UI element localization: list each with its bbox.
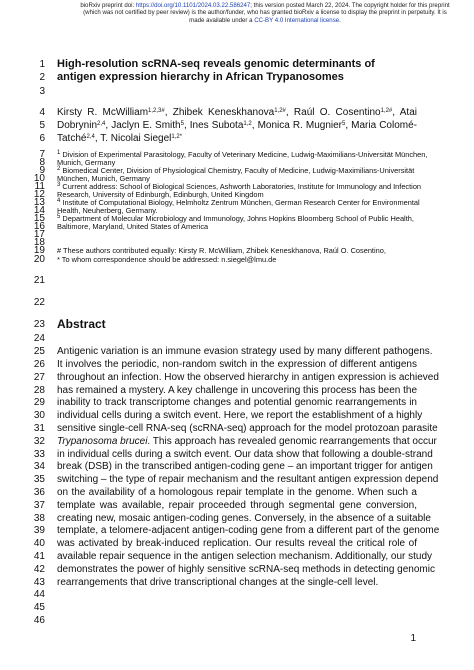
abstract-line: Antigenic variation is an immune evasion strategy used by many different pathogens. <box>57 346 433 357</box>
author-name: Zhibek Keneskhanova <box>172 107 275 118</box>
abstract-line: sensitive single-cell RNA-seq (scRNA-seq) approach for the model protozoan parasite <box>57 423 438 434</box>
author-name: Tatché <box>57 133 87 144</box>
header-line-3: made available under a CC-BY 4.0 International license. <box>189 16 341 24</box>
line-number: 16 <box>33 221 45 232</box>
affiliation-1-cont: Munich, Germany <box>57 158 116 167</box>
line-number: 7 <box>39 149 45 160</box>
author-name: Maria Colomé- <box>351 120 417 131</box>
line-number: 25 <box>33 346 45 357</box>
author-affil: 5 <box>180 121 184 127</box>
abstract-line: has remained a mystery. A key challenge in uncovering this process has been the <box>57 385 418 396</box>
line-number: 34 <box>33 461 45 472</box>
author-affil: 1,2,3# <box>148 108 165 114</box>
author-affil: 5 <box>342 121 346 127</box>
affiliation-4: $^4$ Institute of Computational Biology, Helmholtz Zentrum München, German Research Center for Environmental <box>57 198 420 207</box>
author-name: Raúl O. Cosentino <box>293 107 381 118</box>
author-affil: 1,2 <box>243 121 252 127</box>
author-affil: 2,4 <box>86 134 95 140</box>
affiliation-3-cont: Research, University of Edinburgh, Edinburgh, United Kingdom <box>57 190 264 199</box>
abstract-line: template was available, repair proceeded through segmental gene conversion, <box>57 500 417 511</box>
abstract-line: It involves the periodic, non-random switch in the expression of different antigens <box>57 359 417 370</box>
author-name: Monica R. Mugnier <box>257 120 342 131</box>
affiliation-5: $^5$ Department of Molecular Microbiology and Immunology, Johns Hopkins Bloomberg School of Public Health, <box>57 214 414 223</box>
line-number: 39 <box>33 525 45 536</box>
abstract-line: was activated by break-induced replication. Our results reveal the critical role of <box>57 538 417 549</box>
line-number: 42 <box>33 564 45 575</box>
doi-link[interactable]: https://doi.org/10.1101/2024.03.22.586247 <box>135 2 251 9</box>
paper-title-line-1: High-resolution scRNA-seq reveals genomic determinants of <box>57 58 375 70</box>
abstract-line: demonstrates the power of highly sensitive scRNA-seq methods in detecting genomic <box>57 564 435 575</box>
line-number: 3 <box>39 86 45 97</box>
correspondence-note: * To whom correspondence should be addressed: n.siegel@lmu.de <box>57 255 277 264</box>
line-number: 15 <box>33 213 45 224</box>
line-number: 45 <box>33 602 45 613</box>
line-number: 43 <box>33 577 45 588</box>
author-name: Atai <box>399 107 417 118</box>
affiliation-5-cont: Baltimore, Maryland, United States of America <box>57 222 209 231</box>
line-number: 41 <box>33 551 45 562</box>
author-affil: 1,2# <box>380 108 393 114</box>
abstract-line: inability to track transcriptome changes and potential genomic rearrangements in <box>57 397 417 408</box>
abstract-line: available repair sequence in the antigen selection mechanism. Additionally, our study <box>57 551 433 562</box>
abstract-line: switching – the type of repair mechanism and the resultant antigen expression depend <box>57 474 439 485</box>
line-number: 5 <box>39 120 45 131</box>
line-number: 14 <box>33 205 45 216</box>
line-number: 32 <box>33 436 45 447</box>
abstract-line: individual cells during a switch event. Here, we report the establishment of a highly <box>57 410 423 421</box>
author-affil: 2,4 <box>97 121 106 127</box>
line-number: 4 <box>39 107 45 118</box>
author-line-3: Tatché$^{2,4}$, T. Nicolai Siegel$^{1,2*}$ <box>57 133 183 144</box>
abstract-heading: Abstract <box>57 317 106 331</box>
line-number: 29 <box>33 397 45 408</box>
line-number: 44 <box>33 589 45 600</box>
preprint-header <box>60 2 470 24</box>
line-number: 33 <box>33 449 45 460</box>
abstract-line: throughout an infection. How the observed hierarchy in antigen expression is achieved <box>57 372 439 383</box>
line-number: 46 <box>33 615 45 626</box>
author-line-2: Dobrynin$^{2,4}$, Jaclyn E. Smith$^5$, Ines Subota$^{1,2}$, Monica R. Mugnier$^5$, Maria Colomé- <box>57 120 417 131</box>
line-number: 13 <box>33 197 45 208</box>
line-number: 40 <box>33 538 45 549</box>
line-number: 10 <box>33 173 45 184</box>
affiliation-2: $^2$ Biomedical Center, Division of Physiological Chemistry, Faculty of Medicine, Ludwig-Maximilians-Universität <box>57 166 415 175</box>
author-name: T. Nicolai Siegel <box>100 133 172 144</box>
equal-contribution-note: # These authors contributed equally: Kirsty R. McWilliam, Zhibek Keneskhanova, Raúl O. Cosentino, <box>57 246 386 255</box>
line-number: 31 <box>33 423 45 434</box>
paper-title-line-2: antigen expression hierarchy in African Trypanosomes <box>57 71 344 83</box>
line-number: 19 <box>33 245 45 256</box>
line-number: 21 <box>33 275 45 286</box>
line-number: 35 <box>33 474 45 485</box>
license-link[interactable]: CC-BY 4.0 International license <box>254 16 340 24</box>
abstract-line: in individual cells during a switch event. Our data show that following a double-strand <box>57 449 433 460</box>
line-number: 27 <box>33 372 45 383</box>
line-number: 20 <box>33 254 45 265</box>
line-number: 37 <box>33 500 45 511</box>
affiliation-2-cont: München, Munich, Germany <box>57 174 150 183</box>
affiliation-1: $^1$ Division of Experimental Parasitology, Faculty of Veterinary Medicine, Ludwig-Maximilians-Universität München, <box>57 150 428 159</box>
header-line-2: (which was not certified by peer review) is the author/funder, who has granted bioRxiv a license to display the preprint in perpetuity. It is <box>83 9 447 17</box>
line-number: 36 <box>33 487 45 498</box>
line-number: 11 <box>34 181 45 192</box>
affiliation-3: $^3$ Current address: School of Biological Sciences, Ashworth Laboratories, Institute for Immunology and Infection <box>57 182 422 191</box>
line-number: 8 <box>39 157 45 168</box>
author-line-1: Kirsty R. McWilliam$^{1,2,3\#}$, Zhibek Keneskhanova$^{1,2\#}$, Raúl O. Cosentino$^{1,2\#}$, Atai <box>57 107 417 118</box>
line-number: 23 <box>33 319 45 330</box>
line-number: 6 <box>39 133 45 144</box>
line-number: 26 <box>33 359 45 370</box>
header-line-1: bioRxiv preprint doi: https://doi.org/10.1101/2024.03.22.586247; this version posted March 22, 2024. The copyright holder for this preprint <box>80 2 450 9</box>
line-number: 1 <box>39 59 45 70</box>
species-name: Trypanosoma brucei <box>57 436 148 447</box>
author-name: Kirsty R. McWilliam <box>57 107 149 118</box>
abstract-line: creating new, mosaic antigen-coding genes. Conversely, in the absence of a suitable <box>57 513 431 524</box>
line-number: 28 <box>33 385 45 396</box>
abstract-line: on the availability of a homologous repair template in the genome. When such a <box>57 487 417 498</box>
line-number: 18 <box>33 237 45 248</box>
author-name: Jaclyn E. Smith <box>111 120 181 131</box>
abstract-line: break (DSB) in the transcribed antigen-coding gene – an important trigger for antigen <box>57 461 433 472</box>
abstract-line: Trypanosoma brucei. This approach has revealed genomic rearrangements that occur <box>57 436 437 447</box>
author-name: Dobrynin <box>57 120 98 131</box>
line-number: 24 <box>33 333 45 344</box>
line-number: 2 <box>39 72 45 83</box>
abstract-line: rearrangements that drive transcriptional changes at the single-cell level. <box>57 577 379 588</box>
line-number: 22 <box>33 297 45 308</box>
page-number: 1 <box>410 633 416 644</box>
affiliation-4-cont: Health, Neuherberg, Germany. <box>57 206 158 215</box>
abstract-line: template, a telomere-adjacent antigen-coding gene from a different part of the genome <box>57 525 440 536</box>
line-number: 9 <box>39 165 45 176</box>
line-number: 30 <box>33 410 45 421</box>
author-name: Ines Subota <box>189 120 244 131</box>
line-number: 12 <box>33 189 45 200</box>
author-affil: 1,2# <box>274 108 286 114</box>
line-number: 38 <box>33 513 45 524</box>
author-affil: 1,2* <box>171 134 183 140</box>
line-number: 17 <box>33 229 45 240</box>
